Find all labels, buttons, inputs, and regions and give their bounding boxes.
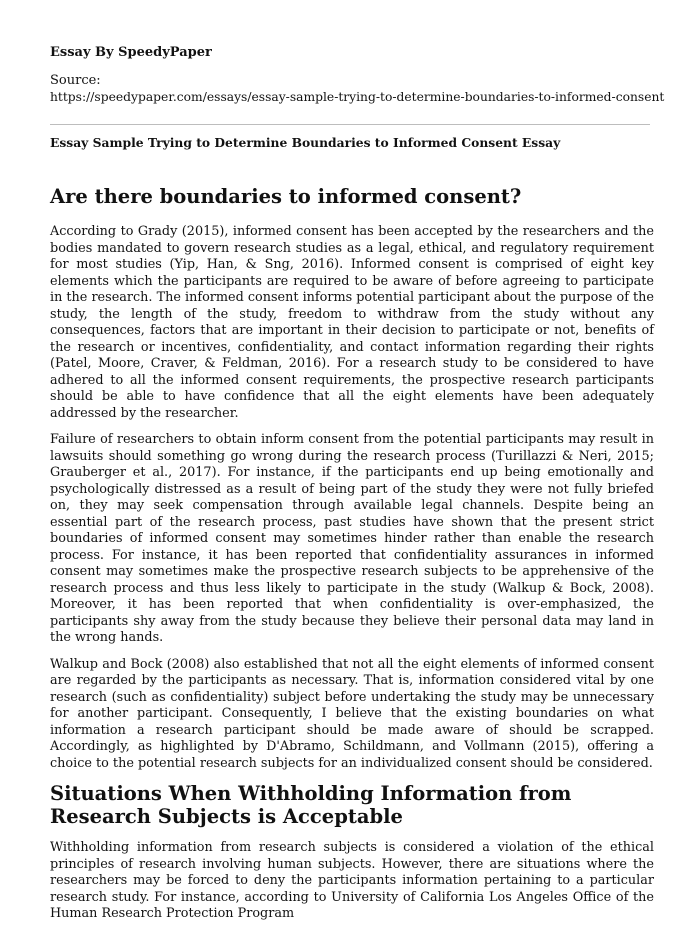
essay-title: Essay Sample Trying to Determine Boundaries to Informed Consent Essay: [50, 135, 561, 150]
paragraph: Failure of researchers to obtain inform consent from the potential participants may result in lawsuits should something go wrong during the research process (Turillazzi & Neri, 2015; Grauberger et al., 2017). For instance, if the participants end up being emotionally and psychologically distressed as a result of being part of the study they were not fully briefed on, they may seek compensation through available legal channels. Despite being an essential part of the research process, past studies have shown that the present strict boundaries of informed consent may sometimes hinder rather than enable the research process. For instance, it has been reported that confidentiality assurances in informed consent may sometimes make the prospective research subjects to be apprehensive of the research process and thus less likely to participate in the study (Walkup & Bock, 2008). Moreover, it has been reported that when confidentiality is over-emphasized, the participants shy away from the study because they believe their personal data may land in the wrong hands.: [50, 432, 654, 645]
essay-body: [50, 184, 654, 933]
section-heading: Are there boundaries to informed consent?: [50, 185, 522, 208]
section-heading: Situations When Withholding Information from Research Subjects is Acceptable: [50, 782, 572, 828]
paragraph: Withholding information from research subjects is considered a violation of the ethical principles of research involving human subjects. However, there are situations where the researchers may be forced to deny the participants information pertaining to a particular research study. For instance, according to University of California Los Angeles Office of the Human Research Protection Program: [50, 840, 654, 921]
essay-byline: Essay By SpeedyPaper: [50, 45, 212, 60]
header-divider: [50, 124, 650, 125]
source-link[interactable]: https://speedypaper.com/essays/essay-sample-trying-to-determine-boundaries-to-informed-consent: [50, 90, 665, 104]
source-label: Source:: [50, 73, 101, 88]
paragraph: According to Grady (2015), informed consent has been accepted by the researchers and the bodies mandated to govern research studies as a legal, ethical, and regulatory requirement for most studies (Yip, Han, & Sng, 2016). Informed consent is comprised of eight key elements which the participants are required to be aware of before agreeing to participate in the research. The informed consent informs potential participant about the purpose of the study, the length of the study, freedom to withdraw from the study without any consequences, factors that are important in their decision to participate or not, benefits of the research or incentives, confidentiality, and contact information regarding their rights (Patel, Moore, Craver, & Feldman, 2016). For a research study to be considered to have adhered to all the informed consent requirements, the prospective research participants should be able to have confidence that all the eight elements have been adequately addressed by the researcher.: [50, 224, 654, 421]
paragraph: Walkup and Bock (2008) also established that not all the eight elements of informed consent are regarded by the participants as necessary. That is, information considered vital by one research (such as confidentiality) subject before undertaking the study may be unnecessary for another participant. Consequently, I believe that the existing boundaries on what information a research participant should be made aware of should be scrapped. Accordingly, as highlighted by D'Abramo, Schildmann, and Vollmann (2015), offering a choice to the potential research subjects for an individualized consent should be considered.: [50, 656, 654, 771]
